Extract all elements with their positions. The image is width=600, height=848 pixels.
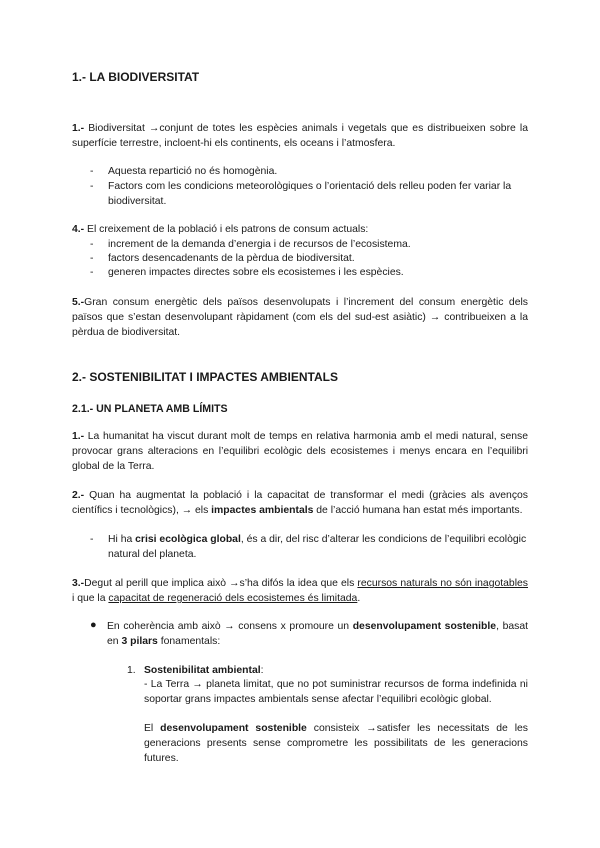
item-number: 1. [127, 665, 136, 676]
dash-marker: - [90, 534, 94, 545]
section-1-heading: 1.- LA BIODIVERSITAT [72, 70, 200, 84]
s1-dash-item: - Factors com les condicions meteorològiques o l’orientació dels relleu poden fer variar la biodiversitat. [90, 181, 512, 207]
dash-marker: - [90, 267, 94, 278]
item-title: Sostenibilitat ambiental [144, 665, 261, 676]
section-2-heading: 2.- SOSTENIBILITAT I IMPACTES AMBIENTALS [72, 370, 338, 384]
s1-paragraph-5: 5.-Gran consum energètic dels països desenvolupats i l’increment del consum energètic dels països que s’estan desenvolupant ràpidament (com els del sud-est asiàtic) → contribueixen a la pèrdua de biodiversitat. [72, 297, 528, 338]
paragraph-number: 3.- [72, 578, 85, 589]
s1-paragraph-4: 4.- El creixement de la població i els patrons de consum actuals: [72, 224, 369, 235]
s1-dash-item: - generen impactes directes sobre els ecosistemes i les espècies. [90, 267, 404, 278]
s1-dash-item: - factors desencadenants de la pèrdua de biodiversitat. [90, 253, 355, 264]
s2-dash-item: - Hi ha crisi ecològica global, és a dir, del risc d’alterar les condicions de l’equilibri ecològic natural del planeta. [90, 534, 527, 560]
paragraph-number: 4.- [72, 224, 85, 235]
s1-paragraph-1: 1.- Biodiversitat →conjunt de totes les espècies animals i vegetals que es distribueixen sobre la superfície terrestre, incloent-hi els continents, els oceans i l’atmosfera. [72, 123, 528, 149]
paragraph-number: 5.- [72, 297, 85, 308]
bullet-marker: ● [90, 619, 97, 631]
item-1-line-2: El desenvolupament sostenible consisteix →satisfer les necessitats de les generacions presents sense comprometre les possibilitats de les generacions futures. [144, 723, 528, 764]
paragraph-number: 1.- [72, 123, 85, 134]
dash-marker: - [90, 253, 94, 264]
paragraph-number: 1.- [72, 431, 85, 442]
s2-paragraph-1: 1.- La humanitat ha viscut durant molt de temps en relativa harmonia amb el medi natural, sense provocar grans alteracions en l’equilibri ecològic dels ecosistemes i menys encara en l’equilibri global de la Terra. [72, 431, 528, 472]
s1-dash-item: - increment de la demanda d’energia i de recursos de l’ecosistema. [90, 239, 411, 250]
s2-paragraph-3: 3.-Degut al perill que implica això →s’ha difós la idea que els recursos naturals no són inagotables i que la capacitat de regeneració dels ecosistemes és limitada. [72, 578, 528, 604]
dash-marker: - [90, 239, 94, 250]
item-1-line-1: - La Terra → planeta limitat, que no pot suministrar recursos de forma indefinida ni soportar grans impactes ambientals sense afectar l’equilibri ecològic global. [144, 679, 528, 705]
dash-marker: - [90, 166, 94, 177]
s2-paragraph-2: 2.- Quan ha augmentat la població i la capacitat de transformar el medi (gràcies als avenços científics i tecnològics), → els impactes ambientals de l’acció humana han estat més importants. [72, 490, 528, 516]
section-2-1-heading: 2.1.- UN PLANETA AMB LÍMITS [72, 403, 228, 415]
s2-bullet-item: ● En coherència amb això → consens x promoure un desenvolupament sostenible, basat en 3 pilars fonamentals: [90, 619, 528, 647]
dash-marker: - [90, 181, 94, 192]
numbered-item-1: 1. Sostenibilitat ambiental: [127, 665, 264, 676]
paragraph-number: 2.- [72, 490, 85, 501]
s1-dash-item: - Aquesta repartició no és homogènia. [90, 166, 278, 177]
